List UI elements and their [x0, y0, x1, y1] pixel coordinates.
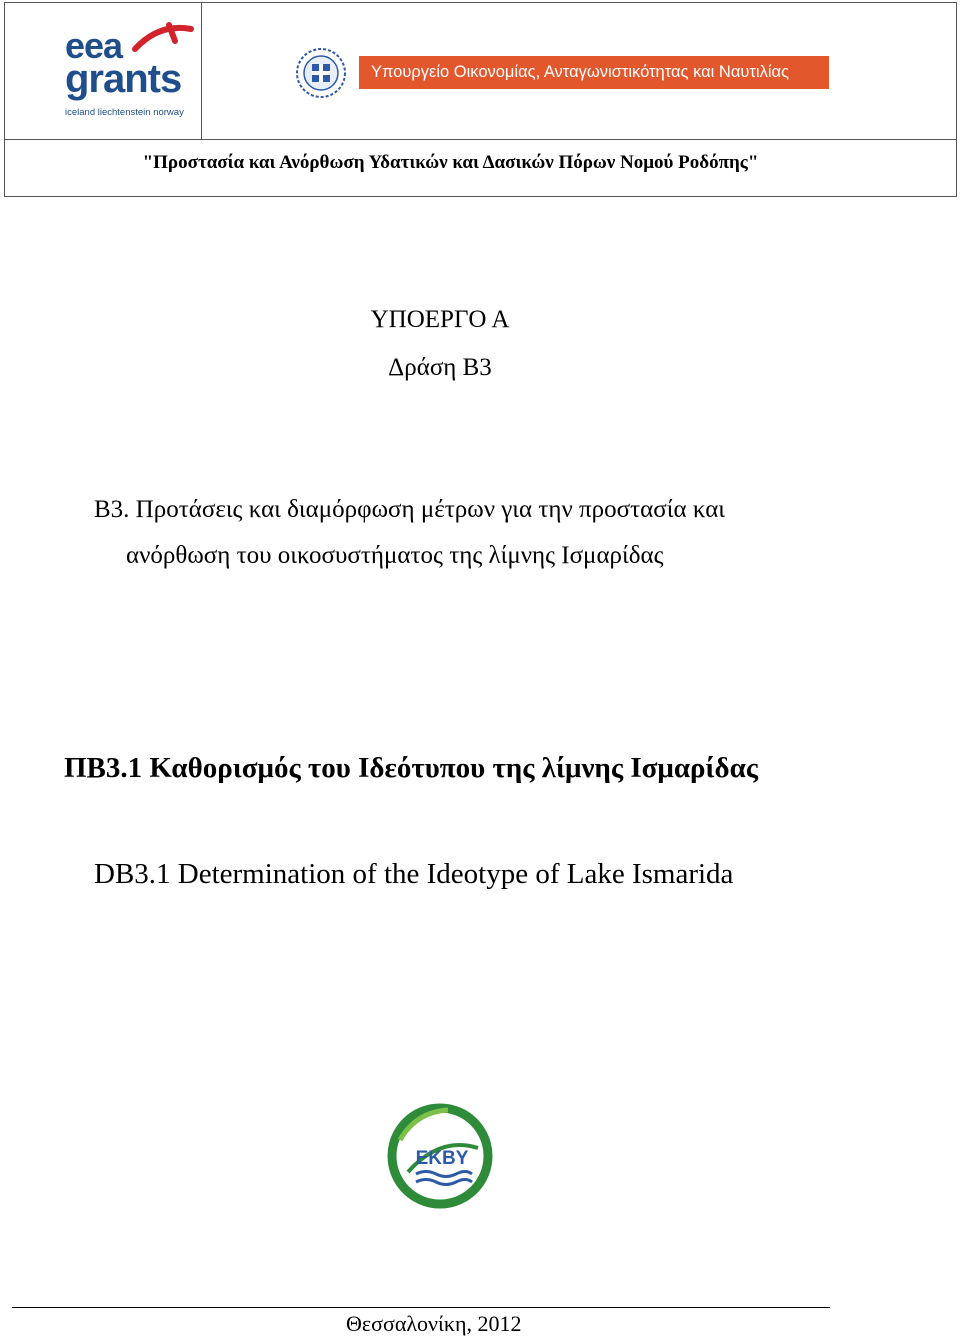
header-horizontal-divider: [5, 139, 956, 140]
header-box: [4, 2, 957, 197]
eea-grants-swoosh-icon: [129, 19, 199, 59]
ekby-logo-label: ΕΚΒΥ: [415, 1148, 469, 1169]
header-vertical-divider: [201, 3, 202, 139]
action-title: Δράση Β3: [388, 354, 492, 381]
eea-grants-logo: [61, 19, 197, 123]
deliverable-title-greek: ΠΒ3.1 Καθορισμός του Ιδεότυπου της λίμνης Ισμαρίδας: [64, 752, 759, 784]
footer-place-date: Θεσσαλονίκη, 2012: [346, 1311, 522, 1336]
deliverable-title-english: DB3.1 Determination of the Ideotype of Lake Ismarida: [94, 858, 734, 890]
action-description-line2: ανόρθωση του οικοσυστήματος της λίμνης Ισμαρίδας: [126, 542, 664, 569]
footer-divider: [12, 1307, 830, 1308]
eea-logo-line2: grants: [65, 57, 182, 101]
project-title: "Προστασία και Ανόρθωση Υδατικών και Δασικών Πόρων Νομού Ροδόπης": [142, 152, 759, 173]
action-description-line1: Β3. Προτάσεις και διαμόρφωση μέτρων για την προστασία και: [94, 496, 726, 523]
greek-state-seal-icon: [295, 47, 347, 99]
ministry-banner: Υπουργείο Οικονομίας, Ανταγωνιστικότητας και Ναυτιλίας: [359, 56, 829, 89]
eea-logo-line1: eea: [65, 25, 123, 66]
eea-logo-tagline: iceland liechtenstein norway: [65, 107, 184, 118]
ekby-logo-icon: [386, 1102, 494, 1210]
subproject-title: ΥΠΟΕΡΓΟ Α: [370, 306, 510, 333]
